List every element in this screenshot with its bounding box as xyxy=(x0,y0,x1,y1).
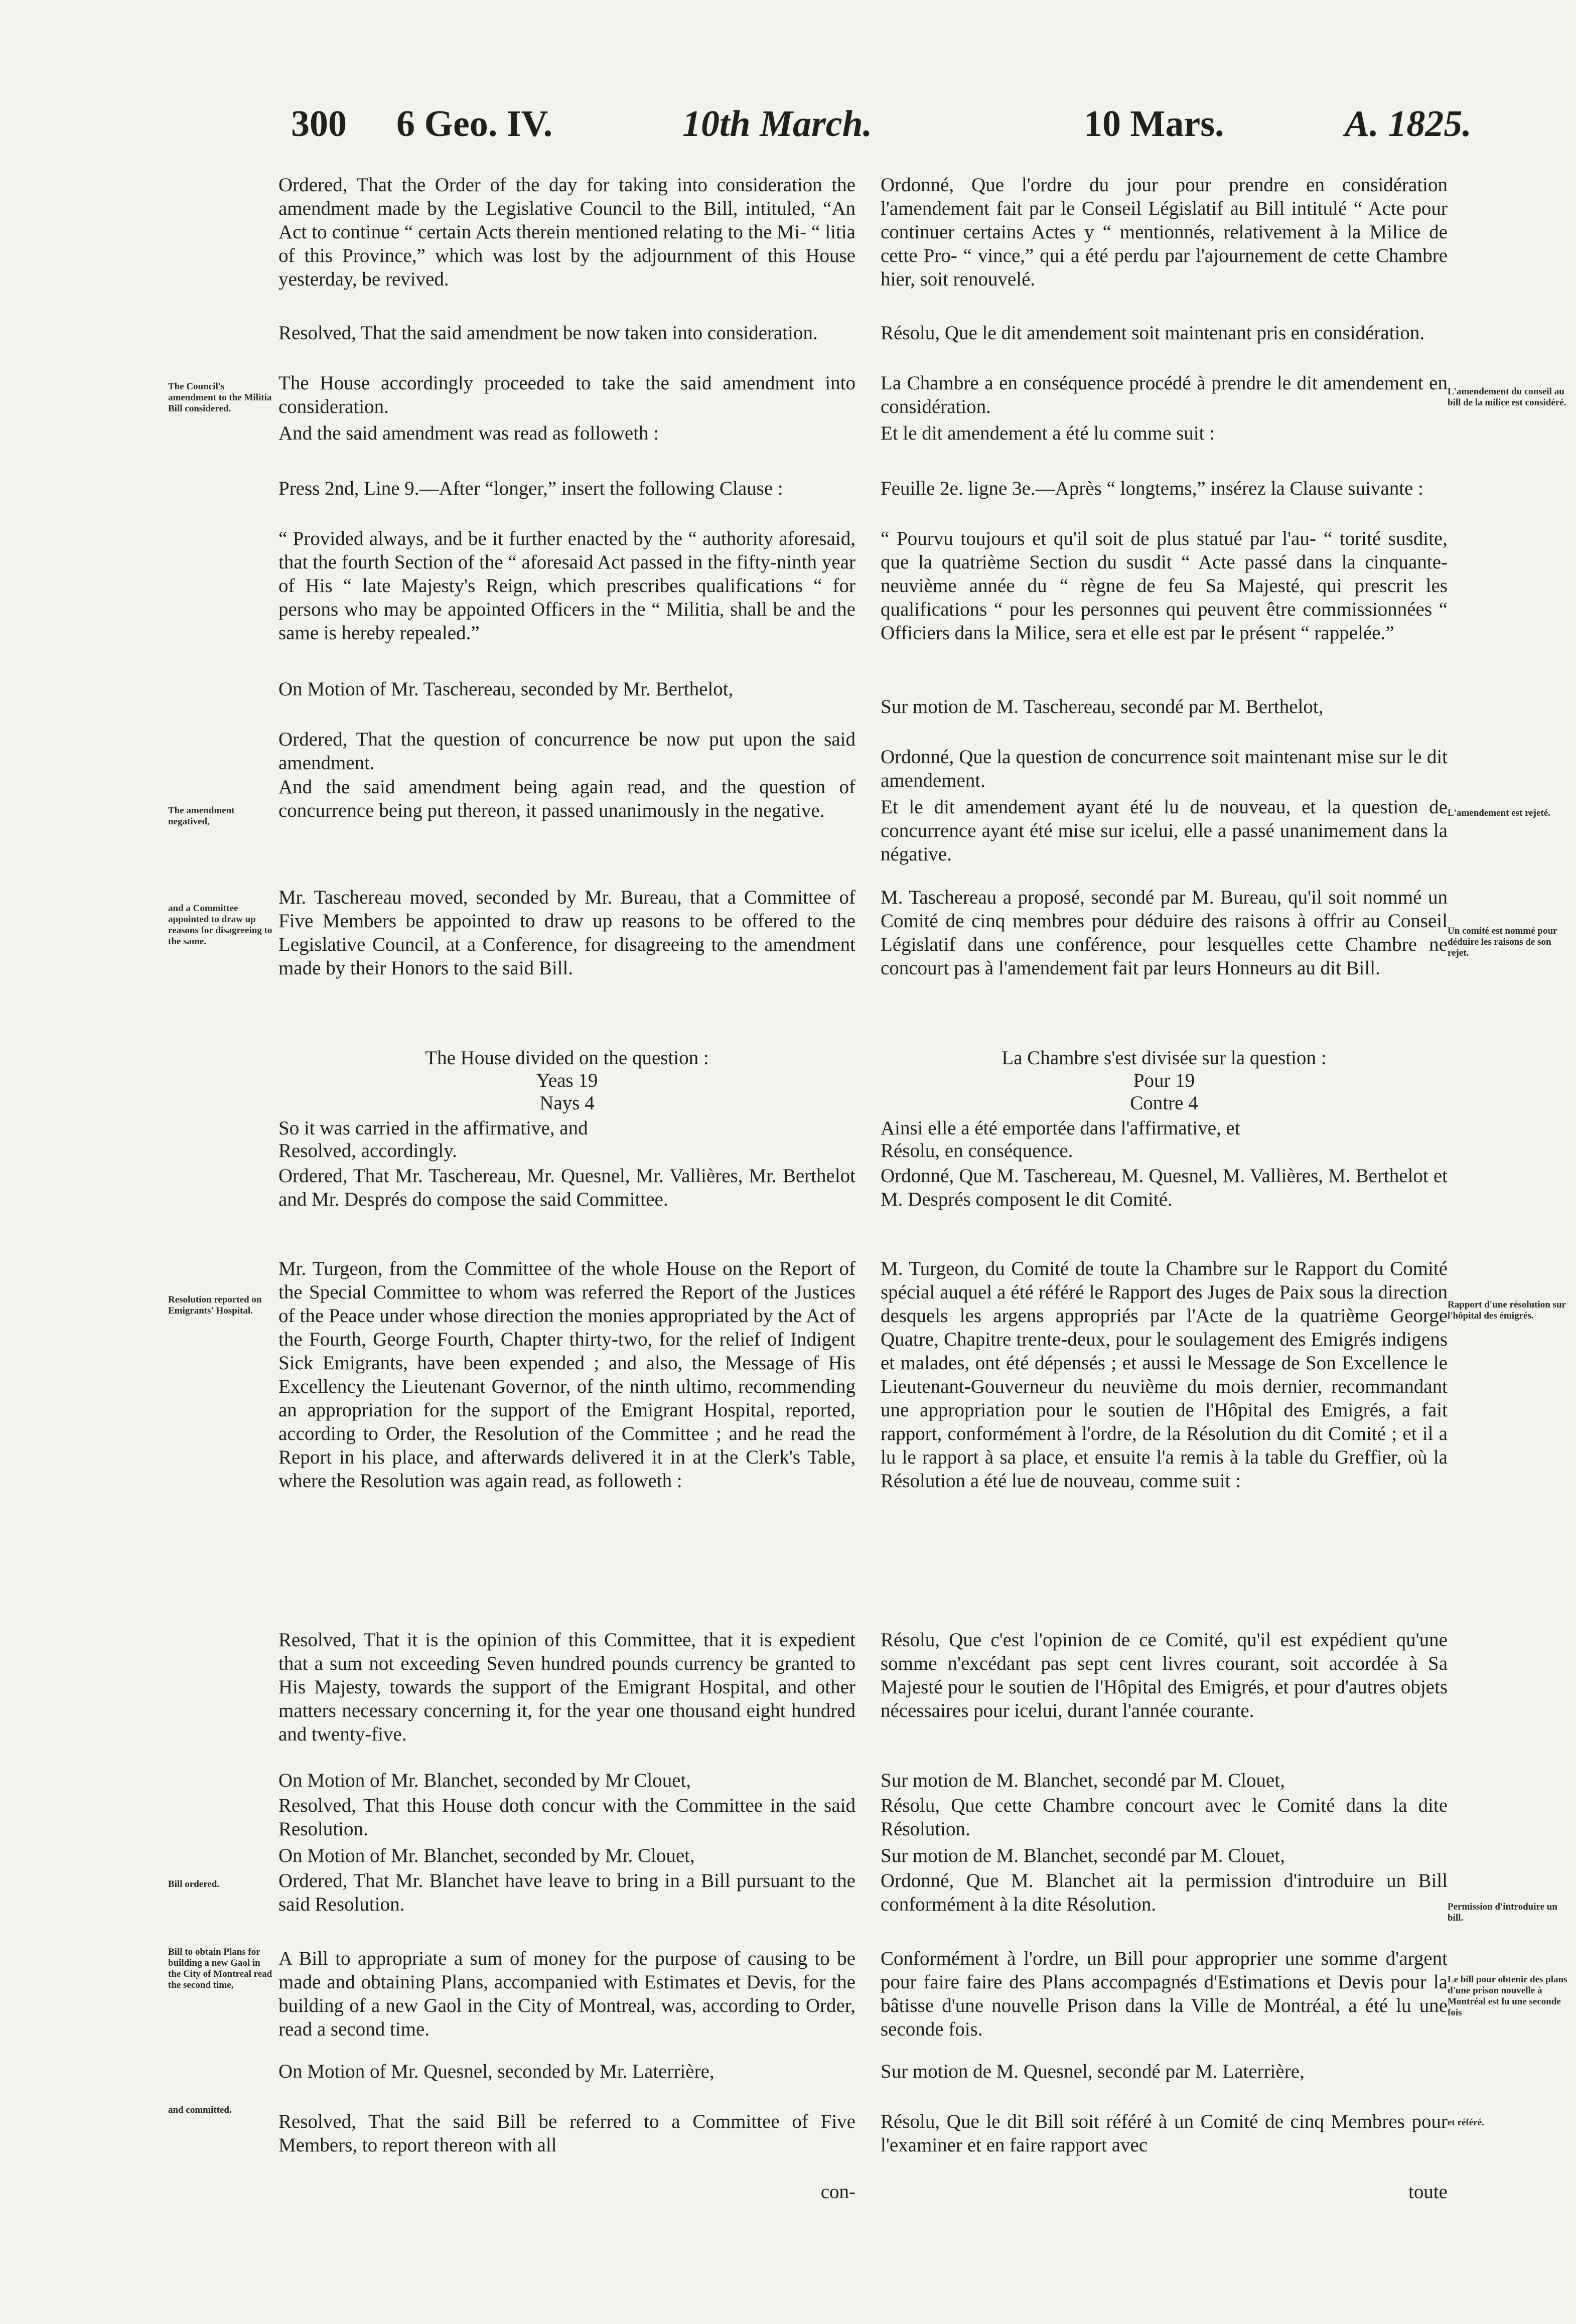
catchword: con- xyxy=(820,2181,855,2203)
date-english: 10th March. xyxy=(682,103,873,144)
paragraph: So it was carried in the affirmative, and xyxy=(278,1117,588,1139)
paragraph: Ordered, That Mr. Blanchet have leave to bring in a Bill pursuant to the said Resolution. xyxy=(278,1870,855,1915)
paragraph: Ainsi elle a été emportée dans l'affirmative, et xyxy=(881,1117,1240,1139)
margin-note-left: Resolution reported on Emigrants' Hospital. xyxy=(168,1294,262,1316)
paragraph: Resolved, That this House doth concur with the Committee in the said Resolution. xyxy=(278,1795,855,1840)
vote-nays: Nays 4 xyxy=(539,1092,595,1114)
paragraph: Ordered, That the Order of the day for taking into consideration the amendment made by the Legislative Council to the Bill, intituled, “An Act to continue “ certain Acts therein mentioned relating to the Mi- “ litia of this Province,” which was lost by the adjournment of this House yesterday, be revived. xyxy=(278,174,855,290)
paragraph: A Bill to appropriate a sum of money for the purpose of causing to be made and obtaining Plans, accompanied with Estimates et Devis, for the building of a new Gaol in the City of Montreal, was, according to Order, read a second time. xyxy=(278,1948,855,2040)
paragraph: On Motion of Mr. Taschereau, seconded by Mr. Berthelot, xyxy=(278,678,734,700)
paragraph: And the said amendment being again read, and the question of concurrence being put thereon, it passed unanimously in the negative. xyxy=(278,776,855,821)
paragraph: Et le dit amendement a été lu comme suit : xyxy=(881,422,1215,444)
paragraph: Ordered, That the question of concurrence be now put upon the said amendment. xyxy=(278,729,855,774)
catchword: toute xyxy=(1408,2181,1448,2203)
margin-note-left: Bill ordered. xyxy=(168,1879,220,1890)
paragraph: Résolu, Que c'est l'opinion de ce Comité, qu'il est expédient qu'une somme n'excédant pas sept cent livres courant, soit accordée à Sa Majesté pour le soutien de l'Hôpital des Emigrés, et pour d'autres objets nécessaires pour icelui, durant l'année courante. xyxy=(881,1629,1448,1721)
quoted-clause: “ Provided always, and be it further enacted by the “ authority aforesaid, that the fourth Section of the “ aforesaid Act passed in the fifty-ninth year of His “ late Majesty's Reign, which prescribes qualifications “ for persons who may be appointed Officers in the “ Militia, shall be and the same is hereby repealed.” xyxy=(278,528,855,644)
page-number: 300 xyxy=(291,103,347,144)
paragraph: Conformément à l'ordre, un Bill pour approprier une somme d'argent pour faire faire des Plans accompagnés d'Estimations et Devis pour la bâtisse d'une nouvelle Prison dans la Ville de Montréal, a été lu une seconde fois. xyxy=(881,1948,1448,2040)
margin-note-right: Permission d'introduire un bill. xyxy=(1448,1902,1557,1923)
margin-note-left: The amendment negatived, xyxy=(168,805,235,827)
paragraph: Mr. Turgeon, from the Committee of the whole House on the Report of the Special Committee to whom was referred the Report of the Justices of the Peace under whose direction the monies appropriated by the Act of the Fourth, George Fourth, Chapter thirty-two, for the relief of Indigent Sick Emigrants, have been expended ; and also, the Message of His Excellency the Lieutenant Governor, of the ninth ultimo, recommending an appropriation for the support of the Emigrant Hospital, reported, according to Order, the Resolution of the Committee ; and he read the Report in his place, and afterwards delivered it in at the Clerk's Table, where the Resolution was again read, as followeth : xyxy=(278,1258,855,1492)
margin-note-right: et référé. xyxy=(1448,2117,1484,2128)
paragraph: Résolu, Que cette Chambre concourt avec le Comité dans la dite Résolution. xyxy=(881,1795,1448,1840)
paragraph: Sur motion de M. Blanchet, secondé par M. Clouet, xyxy=(881,1770,1285,1791)
paragraph: The House accordingly proceeded to take the said amendment into consideration. xyxy=(278,372,855,417)
paragraph: Press 2nd, Line 9.—After “longer,” insert the following Clause : xyxy=(278,478,783,499)
vote-pour: Pour 19 xyxy=(1133,1070,1195,1091)
paragraph: On Motion of Mr. Blanchet, seconded by Mr. Clouet, xyxy=(278,1845,695,1866)
paragraph: Mr. Taschereau moved, seconded by Mr. Bureau, that a Committee of Five Members be appointed to draw up reasons to be offered to the Legislative Council, at a Conference, for disagreeing to the amendment made by their Honors to the said Bill. xyxy=(278,887,855,979)
paragraph: And the said amendment was read as followeth : xyxy=(278,422,659,444)
division-heading: La Chambre s'est divisée sur la question : xyxy=(1001,1047,1327,1069)
paragraph: Sur motion de M. Quesnel, secondé par M. Laterrière, xyxy=(881,2061,1305,2082)
paragraph: Ordonné, Que la question de concurrence soit maintenant mise sur le dit amendement. xyxy=(881,746,1448,791)
paragraph: Sur motion de M. Taschereau, secondé par M. Berthelot, xyxy=(881,696,1324,717)
english-column xyxy=(278,173,855,2324)
paragraph: Ordered, That Mr. Taschereau, Mr. Quesnel, Mr. Vallières, Mr. Berthelot and Mr. Després do compose the said Committee. xyxy=(278,1165,855,1210)
paragraph: Feuille 2e. ligne 3e.—Après “ longtems,” insérez la Clause suivante : xyxy=(881,478,1423,499)
margin-note-right: Un comité est nommé pour déduire les raisons de son rejet. xyxy=(1448,926,1557,958)
paragraph: Ordonné, Que l'ordre du jour pour prendre en considération l'amendement fait par le Conseil Législatif au Bill intitulé “ Acte pour continuer certains Actes y “ mentionnés, relativement à la Milice de cette Pro- “ vince,” qui a été perdu par l'ajournement de cette Chambre hier, soit renouvelé. xyxy=(881,174,1448,290)
margin-note-right: Le bill pour obtenir des plans d'une prison nouvelle à Montréal est lu une seconde fois xyxy=(1448,1974,1567,2018)
paragraph: Résolu, en conséquence. xyxy=(881,1140,1073,1161)
quoted-clause: “ Pourvu toujours et qu'il soit de plus statué par l'au- “ torité susdite, que la quatrième Section du susdit “ Acte passé dans la cinquante-neuvième année du “ règne de feu Sa Majesté, qui prescrit les qualifications “ pour les personnes qui peuvent être commissionnées “ Officiers dans la Milice, sera et elle est par le présent “ rappelée.” xyxy=(881,528,1448,644)
vote-yeas: Yeas 19 xyxy=(536,1070,598,1091)
division-heading: The House divided on the question : xyxy=(425,1047,709,1069)
french-column xyxy=(881,173,1448,2324)
margin-note-left: and a Committee appointed to draw up reasons for disagreeing to the same. xyxy=(168,903,272,947)
page-header xyxy=(281,105,1475,161)
margin-note-left: and committed. xyxy=(168,2105,232,2115)
paragraph: M. Taschereau a proposé, secondé par M. Bureau, qu'il soit nommé un Comité de cinq membres pour déduire des raisons à offrir au Conseil Législatif dans une conférence, pour lesquelles cette Chambre ne concourt pas à l'amendement fait par leurs Honneurs au dit Bill. xyxy=(881,887,1448,979)
paragraph: Ordonné, Que M. Taschereau, M. Quesnel, M. Vallières, M. Berthelot et M. Després composent le dit Comité. xyxy=(881,1165,1448,1210)
margin-note-right: Rapport d'une résolution sur l'hôpital des émigrés. xyxy=(1448,1299,1566,1321)
margin-note-left: The Council's amendment to the Militia Bill considered. xyxy=(168,381,272,414)
vote-contre: Contre 4 xyxy=(1130,1092,1198,1114)
paragraph: Resolved, accordingly. xyxy=(278,1140,457,1161)
margin-note-right: L'amendement est rejeté. xyxy=(1448,808,1550,818)
paragraph: Ordonné, Que M. Blanchet ait la permission d'introduire un Bill conformément à la dite Résolution. xyxy=(881,1870,1448,1915)
paragraph: Resolved, That the said amendment be now taken into consideration. xyxy=(278,322,818,344)
margin-note-left: Bill to obtain Plans for building a new Gaol in the City of Montreal read the second time, xyxy=(168,1947,272,1990)
paragraph: Et le dit amendement ayant été lu de nouveau, et la question de concurrence ayant été mise sur icelui, elle a passé unanimement dans la négative. xyxy=(881,796,1448,865)
paragraph: M. Turgeon, du Comité de toute la Chambre sur le Rapport du Comité spécial auquel a été référé le Rapport des Juges de Paix sous la direction desquels les argens appropriés par l'Acte de la quatrième George Quatre, Chapitre trente-deux, pour le soulagement des Emigrés indigens et malades, ont été dépensés ; et aussi le Message de Son Excellence le Lieutenant-Gouverneur du neuvième du mois dernier, recommandant une appropriation pour le soutien de l'Hôpital des Emigrés, a fait rapport, conformément à l'ordre, de la Résolution du dit Comité ; et il a lu le rapport à sa place, et ensuite l'a remis à la table du Greffier, où la Résolution a été lue de nouveau, comme suit : xyxy=(881,1258,1448,1492)
paragraph: On Motion of Mr. Blanchet, seconded by Mr Clouet, xyxy=(278,1770,691,1791)
paragraph: La Chambre a en conséquence procédé à prendre le dit amendement en considération. xyxy=(881,372,1448,417)
regnal-year: 6 Geo. IV. xyxy=(396,103,553,144)
paragraph: Sur motion de M. Blanchet, secondé par M. Clouet, xyxy=(881,1845,1285,1866)
paragraph: Resolved, That the said Bill be referred to a Committee of Five Members, to report thereon with all xyxy=(278,2111,855,2156)
margin-note-right: L'amendement du conseil au bill de la milice est considéré. xyxy=(1448,386,1566,408)
paragraph: Résolu, Que le dit amendement soit maintenant pris en considération. xyxy=(881,322,1425,344)
paragraph: On Motion of Mr. Quesnel, seconded by Mr. Laterrière, xyxy=(278,2061,714,2082)
year-label: A. 1825. xyxy=(1345,103,1472,144)
date-french: 10 Mars. xyxy=(1084,103,1224,144)
paragraph: Résolu, Que le dit Bill soit référé à un Comité de cinq Membres pour l'examiner et en faire rapport avec xyxy=(881,2111,1448,2156)
paragraph: Resolved, That it is the opinion of this Committee, that it is expedient that a sum not exceeding Seven hundred pounds currency be granted to His Majesty, towards the support of the Emigrant Hospital, and other matters necessary concerning it, for the year one thousand eight hundred and twenty-five. xyxy=(278,1629,855,1745)
